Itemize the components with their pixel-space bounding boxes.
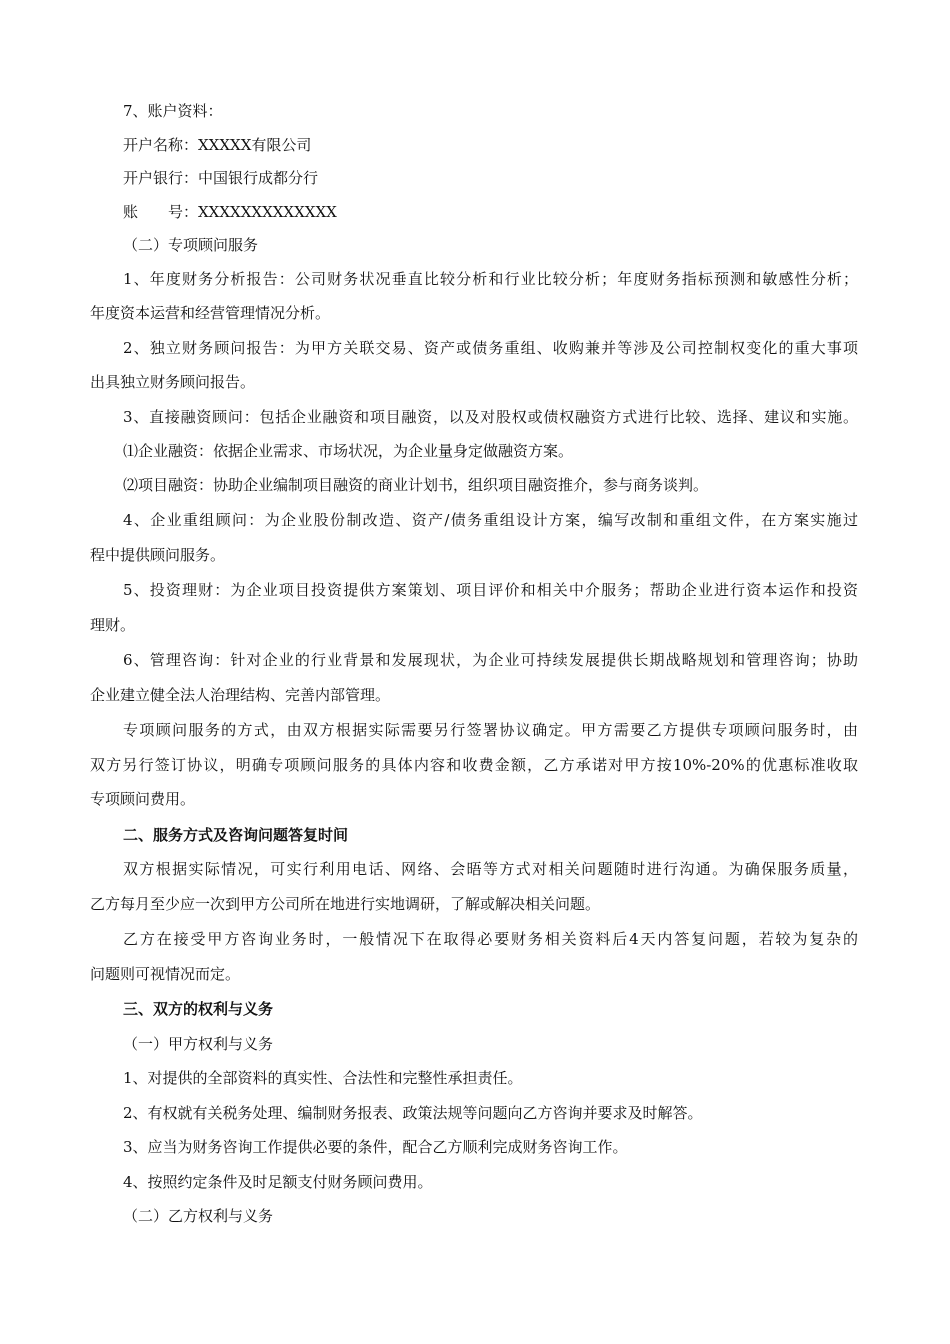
subsection-heading-party-a: （一）甲方权利与义务 — [123, 1035, 274, 1053]
paragraph-line: 双方另行签订协议，明确专项顾问服务的具体内容和收费金额，乙方承诺对甲方按10%-20%的优惠标准收取 — [90, 756, 858, 774]
paragraph-line: 年度资本运营和经营管理情况分析。 — [90, 304, 331, 322]
list-item: 4、按照约定条件及时足额支付财务顾问费用。 — [123, 1173, 433, 1191]
paragraph-line: 2、独立财务顾问报告：为甲方关联交易、资产或债务重组、收购兼并等涉及公司控制权变化的重大事项 — [123, 339, 858, 357]
bank-name-line: 开户银行：中国银行成都分行 — [123, 169, 319, 187]
paragraph-line: 理财。 — [90, 616, 136, 634]
special-consulting-heading: （二）专项顾问服务 — [123, 236, 259, 254]
paragraph-line: 6、管理咨询：针对企业的行业背景和发展现状，为企业可持续发展提供长期战略规划和管理咨询；协助 — [123, 651, 858, 669]
subsection-heading-party-b: （二）乙方权利与义务 — [123, 1207, 274, 1225]
section-heading-rights-obligations: 三、双方的权利与义务 — [123, 1000, 274, 1018]
paragraph-line: 4、企业重组顾问：为企业股份制改造、资产/债务重组设计方案，编写改制和重组文件，在方案实施过 — [123, 511, 858, 529]
paragraph-line: 5、投资理财：为企业项目投资提供方案策划、项目评价和相关中介服务；帮助企业进行资本运作和投资 — [123, 581, 858, 599]
list-item: 1、对提供的全部资料的真实性、合法性和完整性承担责任。 — [123, 1069, 523, 1087]
paragraph-line: 1、年度财务分析报告：公司财务状况垂直比较分析和行业比较分析；年度财务指标预测和敏感性分析； — [123, 270, 858, 288]
paragraph-line: 出具独立财务顾问报告。 — [90, 373, 256, 391]
account-name-line: 开户名称：XXXXX有限公司 — [123, 136, 312, 154]
account-info-heading: 7、账户资料： — [123, 102, 223, 120]
paragraph-line: 3、直接融资顾问：包括企业融资和项目融资，以及对股权或债权融资方式进行比较、选择、建议和实施。 — [123, 408, 858, 426]
paragraph-line: 专项顾问费用。 — [90, 790, 196, 808]
paragraph-line: 乙方每月至少应一次到甲方公司所在地进行实地调研，了解或解决相关问题。 — [90, 895, 601, 913]
list-item: 2、有权就有关税务处理、编制财务报表、政策法规等问题向乙方咨询并要求及时解答。 — [123, 1104, 703, 1122]
account-number-line: 账 号：XXXXXXXXXXXXX — [123, 203, 337, 221]
section-heading-service-method: 二、服务方式及咨询问题答复时间 — [123, 826, 349, 844]
paragraph-line: 问题则可视情况而定。 — [90, 965, 241, 983]
paragraph-line: 乙方在接受甲方咨询业务时，一般情况下在取得必要财务相关资料后4天内答复问题，若较为复杂的 — [123, 930, 858, 948]
paragraph-line: 双方根据实际情况，可实行利用电话、网络、会晤等方式对相关问题随时进行沟通。为确保服务质量， — [123, 860, 858, 878]
paragraph-line: ⑵项目融资：协助企业编制项目融资的商业计划书，组织项目融资推介，参与商务谈判。 — [123, 476, 709, 494]
paragraph-line: 程中提供顾问服务。 — [90, 546, 226, 564]
paragraph-line: ⑴企业融资：依据企业需求、市场状况，为企业量身定做融资方案。 — [123, 442, 574, 460]
paragraph-line: 专项顾问服务的方式，由双方根据实际需要另行签署协议确定。甲方需要乙方提供专项顾问服务时，由 — [123, 721, 858, 739]
list-item: 3、应当为财务咨询工作提供必要的条件，配合乙方顺利完成财务咨询工作。 — [123, 1138, 628, 1156]
paragraph-line: 企业建立健全法人治理结构、完善内部管理。 — [90, 686, 391, 704]
